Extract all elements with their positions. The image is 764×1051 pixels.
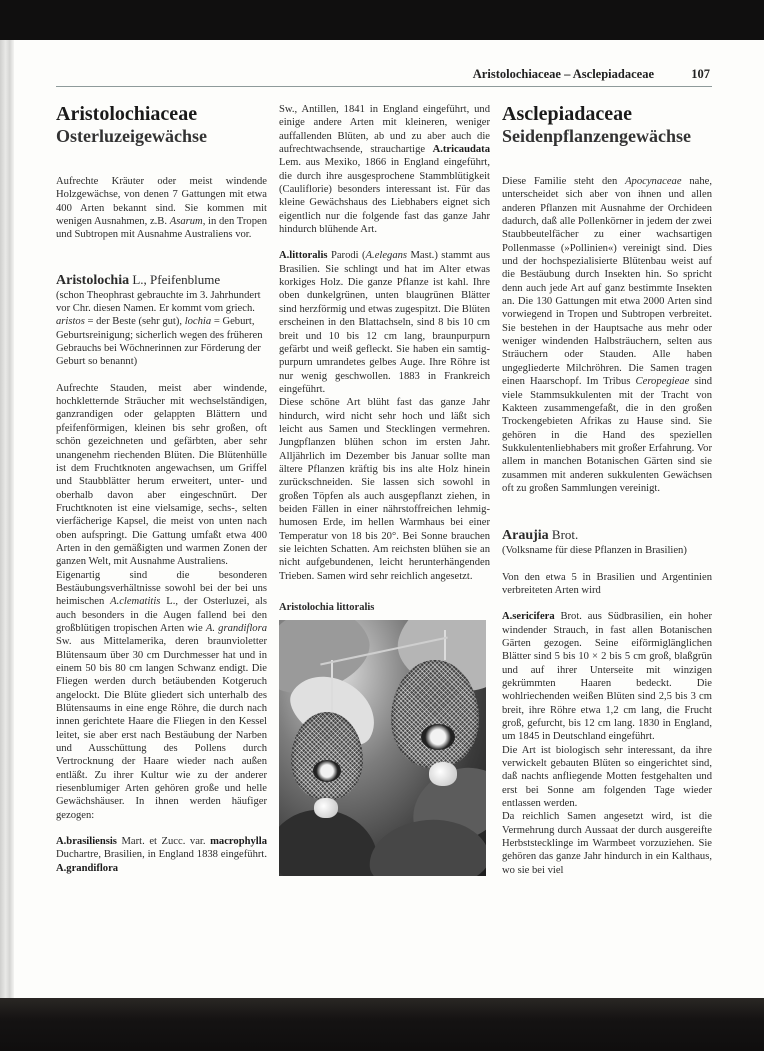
propagation-paragraph: Da reichlich Samen angesetzt wird, ist die Vermehrung durch Aussaat der durch ausgereifte Herbststecklinge im Warmbeet vorzuziehen. Sie gehören das ganze Jahr hindurch in ein Kalthaus, wo sie bei viel <box>502 811 712 876</box>
family-intro-asclepiadaceae: Diese Familie steht den Apocynaceae nahe, unterscheidet sich aber von ihnen und allen anderen Pflanzen mit Ausnahme der Orchideen dadurch, daß alle Pollenkörner in jedem der zwei Staubbeutelfächer zu einer wachsartigen Pollenmasse (»Pollinien«) vereinigt sind. Dies und der hochspezialisierte Blütenbau weist auf die Bestäubung durch Insekten hin. So spricht denn auch jede Art auf ganz bestimmte Insekten an. Die 130 Gattungen mit etwa 2000 Arten sind vorwiegend in Tropen und Subtropen verbreitet. Sie bestehen in der Hauptsache aus mehr oder weniger windenden Halbsträuchern, selten aus Sträuchern oder Stauden. Alle haben ungegliederte Milchröhren. Die Samen tragen einen Haarschopf. Im Tribus Ceropegieae sind viele Stammsukkulenten mit der Tracht von Kakteen zusammengefaßt, die in den großen Trockengebieten Afrikas zu Hause sind. Sie gehören in die Hand des speziellen Sukkulentenliebhabers mit großer Erfahrung. Vor allem in manchen Botanischen Gärten sind sie zusammen mit anderen sukkulenten Gewächsen oft zu großen Sammlungen vereinigt. <box>502 176 713 494</box>
genus-heading-aristolochia: Aristolochia L., Pfeifenblume <box>56 271 221 288</box>
page-binding-edge <box>0 40 14 998</box>
figure-caption: Aristolochia littoralis <box>279 602 375 614</box>
species-continuation: Sw., Antillen, 1841 in England eingeführt, und einige andere Arten mit kleineren, weniger auffallenden Blüten, ab und zu aber auch die aufrechtwachsende, strauchartige A.tricaudata Lem. aus Mexiko, 1866 in England eingeführt, die durch ihre ausgesprochene Stammblütigkeit (Cauliflorie) besonders interessant ist. Für das kleine Gewächshaus des Liebhabers eignet sich eigentlich nur die folgende fast das ganze Jahr hindurch blühende Art. <box>279 104 490 236</box>
column-2 <box>279 103 490 876</box>
family-subtitle-seidenpflanzengewaechse: Seidenpflanzengewächse <box>502 126 691 146</box>
scanner-background-top <box>0 0 764 40</box>
genus-heading-araujia: Araujia Brot. <box>502 527 579 544</box>
biology-paragraph: Die Art ist biologisch sehr interessant, da ihre verwickelt gebauten Blüten so eingerichtet sind, daß nachts anfliegende Motten festgehalten und erst bei Sonne am folgenden Tage wieder entlassen werden. <box>502 744 712 810</box>
species-brasiliensis: A.brasiliensis Mart. et Zucc. var. macrophylla Duchartre, Brasilien, in England 1838 eingeführt. A.grandiflora <box>56 836 267 874</box>
genus-etymology: (schon Theophrast gebrauchte im 3. Jahrhundert vor Chr. diesen Namen. Er kommt vom griech. aristos = der Beste (sehr gut), lochia = Geburt, Geburtsreinigung; sicherlich wegen des früheren Gebrauchs bei Wöchnerinnen zur Förderung der Geburt so benannt) <box>56 289 263 368</box>
flower-left <box>291 712 363 800</box>
page-number: 107 <box>691 67 710 81</box>
littoralis-culture: Diese schöne Art blüht fast das ganze Jahr hindurch, wird nicht sehr hoch und läßt sich leicht aus Samen und Stecklingen vermehren. Jungpflanzen blühen schon im ersten Jahr. Alljährlich im Dezember bis Januar sollte man ältere Pflanzen kräftig bis ins alte Holz hinein zurückschneiden. Sie lassen sich sowohl in großen Töpfen als auch ausgepflanzt ziehen, in beiden Fällen in einer nährstoffreichen lehmig-humosen Erde, im hellen Warmhaus bei einer Temperatur von 18 bis 20°. Bei Sonne brauchen sie leichten Schatten. Am reichsten blühen sie an nicht aufgebundenen, leicht herunterhängenden Trieben. Samen wird sehr reichlich angesetzt. <box>279 397 490 582</box>
genus-intro-araujia: Von den etwa 5 in Brasilien und Argentinien verbreiteten Arten wird <box>502 571 712 596</box>
column-3 <box>502 103 712 877</box>
scanner-background-bottom <box>0 998 764 1051</box>
family-title-aristolochiaceae: Aristolochiaceae <box>56 103 198 125</box>
species-sericifera: A.sericifera Brot. aus Südbrasilien, ein hoher windender Strauch, in fast allen Botanischen Gärten gezogen. Seine eiförmiglänglichen Blätter sind 5 bis 10 × 2 bis 5 cm groß, blaßgrün und auf ihrer Unterseite mit winzigen gekrümmten Haaren bedeckt. Die wohlriechenden weißen Blüten sind 2,5 bis 3 cm breit, ihre Röhre etwa 1,2 cm lang, die Frucht groß, gefurcht, bis 12 cm lang. 1830 in England, um 1845 in Deutschland eingeführt. <box>502 611 712 743</box>
running-head-title: Aristolochiaceae – Asclepiadaceae <box>472 67 654 81</box>
family-title-asclepiadaceae: Asclepiadaceae <box>502 103 632 125</box>
genus-etymology-araujia: (Volksname für diese Pflanzen in Brasilien) <box>502 545 687 557</box>
family-intro: Aufrechte Kräuter oder meist windende Holzgewächse, von denen 7 Gattungen mit etwa 400 Arten bekannt sind. Sie kommen mit wenigen Ausnahmen, z.B. Asarum, in den Tropen und Subtropen mit Ausnahme Australiens vor. <box>56 176 267 241</box>
genus-description: Aufrechte Stauden, meist aber windende, hochkletternde Sträucher mit wechselständigen, ganzrandigen oder gelappten Blättern und pfeifenförmigen, kleinen bis sehr großen, oft schön gezeichneten und gefärbten, aber sehr unangenehm riechenden Blüten. Die Blütenhülle ist dem Fruchtknoten angewachsen, um Griffel und Staubblätter herum erweitert, unter- und oberhalb davon aber eingeschnürt. Der Fruchtknoten ist eine vielsamige, sechs-, selten vierfächerige Kapsel, die meist von unten nach oben aufspringt. Die Gattung umfaßt etwa 400 Arten in den gemäßigten und warmen Zonen der ganzen Welt, mit Ausnahme Australiens. <box>56 382 267 568</box>
column-1 <box>56 103 267 875</box>
photo-aristolochia-littoralis <box>279 620 486 876</box>
running-head <box>56 40 712 87</box>
family-subtitle-osterluzeigewaechse: Osterluzeigewächse <box>56 126 207 146</box>
flower-right <box>391 660 479 768</box>
species-littoralis: A.littoralis Parodi (A.elegans Mast.) stammt aus Brasilien. Sie schlingt und hat im Alter etwas korkiges Holz. Die ganze Pflanze ist kahl. Ihre oben dunkelgrünen, unten blaugrünen Blätter sind herzförmig und etwas zugespitzt. Die Blüten erscheinen in den Blattachseln, sind 8 bis 10 cm breit und 10 bis 12 cm lang, braunpurpurn gefärbt und weiß gefleckt. Sie haben ein samtig-purpurn umrandetes gelbes Auge. Ihre Röhre ist nur wenig geschwollen. 1883 in Frankreich eingeführt. <box>279 250 491 395</box>
pollination-paragraph: Eigenartig sind die besonderen Bestäubungsverhältnisse sowohl bei der bei uns heimischen A.clematitis L., der Osterluzei, als auch besonders in die Augen fallend bei den großblütigen tropischen Arten wie A. grandiflora Sw. aus Mittelamerika, deren braunvioletter Blütensaum über 30 cm Durchmesser hat und in einem 50 bis 80 cm langen Schwanz endigt. Die Fliegen werden durch betäubenden Kotgeruch angelockt. Die Blüte gliedert sich unterhalb des Blütensaums in eine enge Röhre, die durch nach innen gerichtete Haare die Fliegen in den Kessel leitet, sie aber erst nach Bestäubung der Narben und Ausschüttung des Pollens durch Vertrocknung der Haare wieder nach außen entläßt. Zu ihrer Kultur wie zu der anderer riesenblumiger Arten gehören große und helle Gewächshäuser. In ihnen werden häufiger gezogen: <box>56 569 268 821</box>
